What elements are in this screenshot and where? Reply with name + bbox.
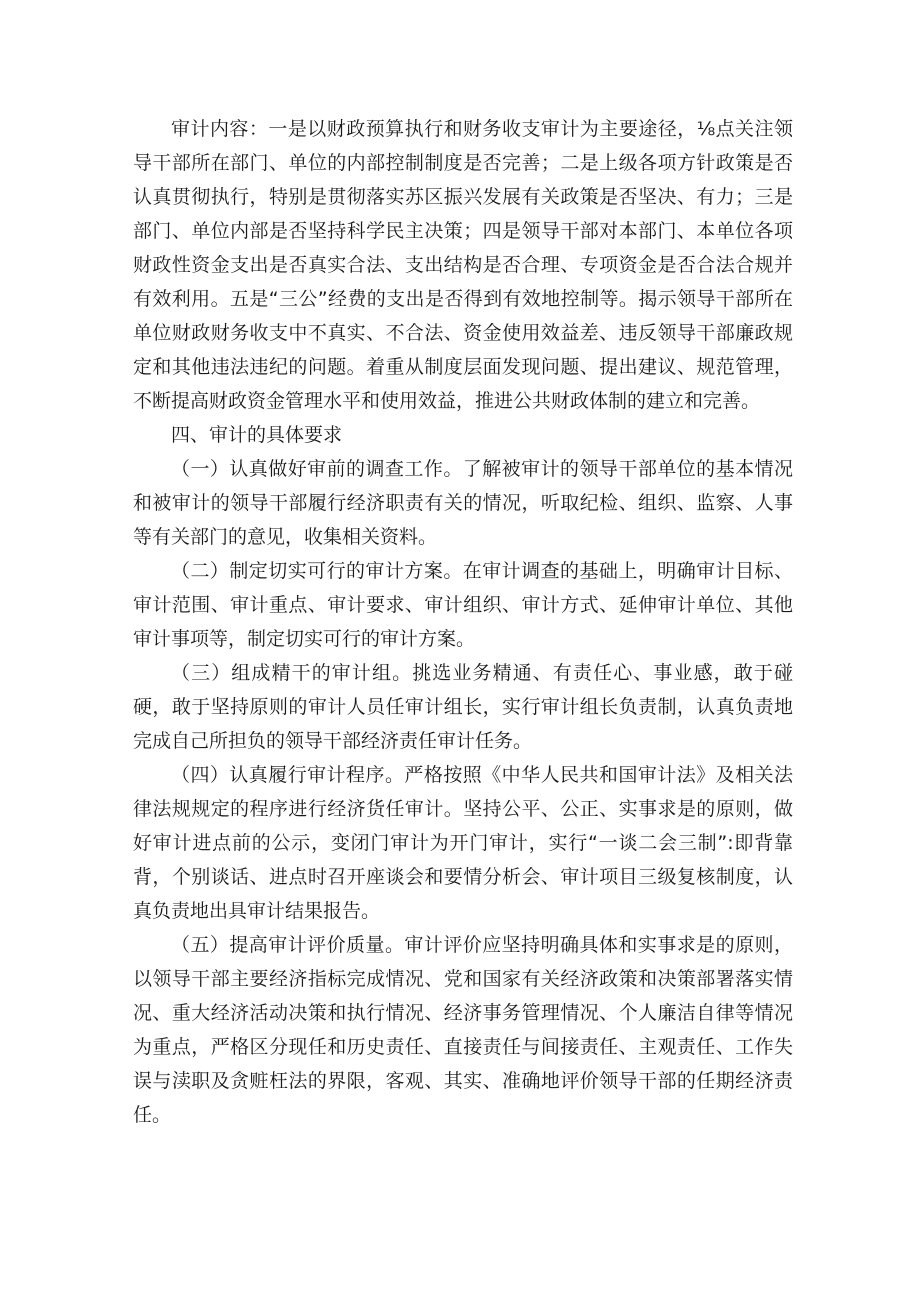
paragraph-requirement-1: （一）认真做好审前的调查工作。了解被审计的领导干部单位的基本情况和被审计的领导干部履行经济职责有关的情况，听取纪检、组织、监察、人事等有关部门的意见，收集相关资料。: [133, 458, 793, 548]
paragraph-requirement-2: （二）制定切实可行的审计方案。在审计调查的基础上，明确审计目标、审计范围、审计重点、审计要求、审计组织、审计方式、延伸审计单位、其他审计事项等，制定切实可行的审计方案。: [133, 560, 793, 650]
section-heading-requirements: 四、审计的具体要求: [171, 424, 343, 446]
paragraph-audit-content: 审计内容：一是以财政预算执行和财务收支审计为主要途径，⅛点关注领导干部所在部门、单位的内部控制制度是否完善；二是上级各项方针政策是否认真贯彻执行，特别是贯彻落实苏区振兴发展有关政策是否坚决、有力；三是部门、单位内部是否坚持科学民主决策；四是领导干部对本部门、本单位各项财政性资金支出是否真实合法、支出结构是否合理、专项资金是否合法合规并有效利用。五是“三公”经费的支出是否得到有效地控制等。揭示领导干部所在单位财政财务收支中不真实、不合法、资金使用效益差、违反领导干部廉政规定和其他违法违纪的问题。着重从制度层面发现问题、提出建议、规范管理，不断提高财政资金管理水平和使用效益，推进公共财政体制的建立和完善。: [133, 118, 793, 412]
paragraph-requirement-5: （五）提高审计评价质量。审计评价应坚持明确具体和实事求是的原则，以领导干部主要经济指标完成情况、党和国家有关经济政策和决策部署落实情况、重大经济活动决策和执行情况、经济事务管理情况、个人廉洁自律等情况为重点，严格区分现任和历史责任、直接责任与间接责任、主观责任、工作失误与渎职及贪赃枉法的界限，客观、其实、准确地评价领导干部的任期经济责任。: [133, 934, 793, 1126]
paragraph-requirement-4: （四）认真履行审计程序。严格按照《中华人民共和国审计法》及相关法律法规规定的程序进行经济货任审计。坚持公平、公正、实事求是的原则，做好审计进点前的公示，变闭门审计为开门审计，实行“一谈二会三制”:即背靠背，个别谈话、进点时召开座谈会和要情分析会、审计项目三级复核制度，认真负责地出具审计结果报告。: [133, 764, 793, 922]
paragraph-requirement-3: （三）组成精干的审计组。挑选业务精通、有责任心、事业感，敢于碰硬，敢于坚持原则的审计人员任审计组长，实行审计组长负责制，认真负责地完成自己所担负的领导干部经济责任审计任务。: [133, 662, 793, 752]
document-page: [133, 112, 793, 1132]
